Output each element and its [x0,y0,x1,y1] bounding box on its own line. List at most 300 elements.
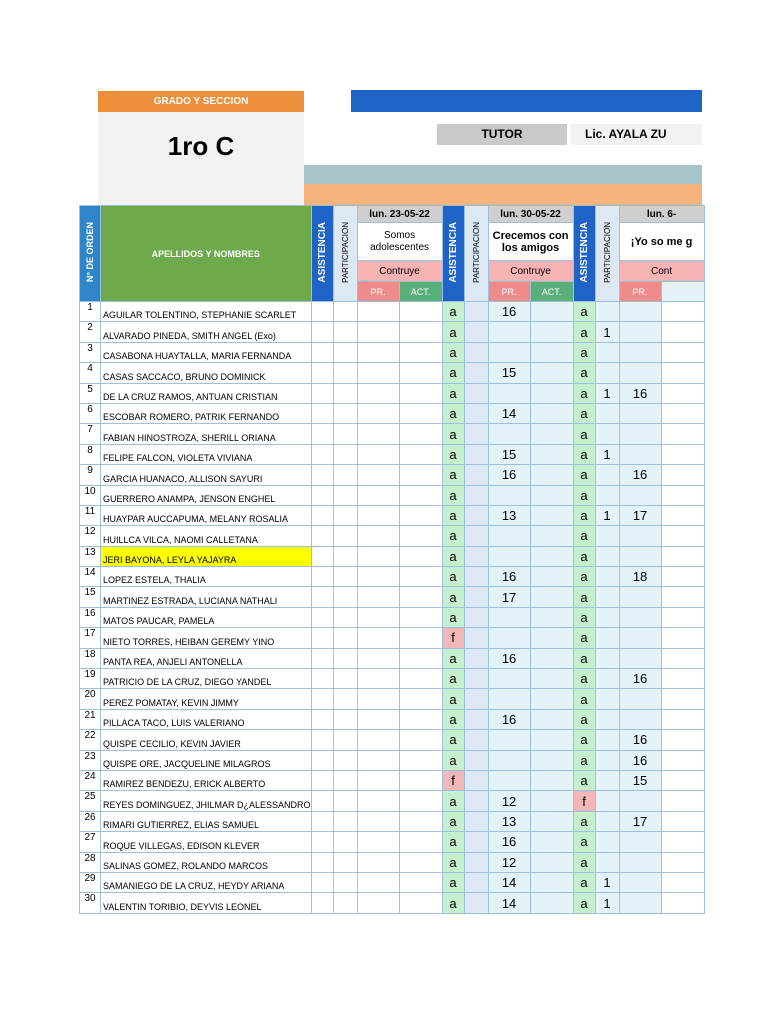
asistencia-cell[interactable] [311,730,333,750]
pr-cell[interactable]: 14 [488,872,530,892]
row-number[interactable]: 6 [80,403,101,423]
act-cell[interactable] [399,872,442,892]
asistencia-cell[interactable]: a [573,485,595,505]
asistencia-cell[interactable] [311,607,333,627]
act-cell[interactable] [530,607,573,627]
asistencia-cell[interactable] [311,383,333,403]
asistencia-cell[interactable] [311,342,333,362]
act-cell[interactable] [530,893,573,913]
student-name[interactable]: NIETO TORRES, HEIBAN GEREMY YINO [101,628,312,648]
participacion-cell[interactable] [464,505,488,525]
row-number[interactable]: 28 [80,852,101,872]
act-cell[interactable] [399,505,442,525]
asistencia-cell[interactable]: a [573,832,595,852]
pr-cell[interactable] [619,709,661,729]
participacion-cell[interactable] [333,872,357,892]
row-number[interactable]: 14 [80,567,101,587]
participacion-cell[interactable] [333,750,357,770]
act-cell[interactable] [661,485,704,505]
participacion-cell[interactable] [333,770,357,790]
participacion-cell[interactable] [333,546,357,566]
participacion-cell[interactable] [595,811,619,831]
participacion-cell[interactable] [333,505,357,525]
asistencia-cell[interactable]: a [442,730,464,750]
asistencia-cell[interactable]: a [442,363,464,383]
pr-cell[interactable]: 16 [619,750,661,770]
act-cell[interactable] [530,750,573,770]
asistencia-cell[interactable]: a [573,526,595,546]
student-name[interactable]: PANTA REA, ANJELI ANTONELLA [101,648,312,668]
row-number[interactable]: 20 [80,689,101,709]
row-number[interactable]: 24 [80,770,101,790]
pr-cell[interactable]: 16 [619,669,661,689]
pr-cell[interactable]: 17 [619,811,661,831]
act-cell[interactable] [661,363,704,383]
participacion-cell[interactable] [595,567,619,587]
pr-cell[interactable] [488,770,530,790]
asistencia-cell[interactable]: a [573,403,595,423]
student-name[interactable]: FELIPE FALCON, VIOLETA VIVIANA [101,444,312,464]
pr-cell[interactable] [357,546,399,566]
asistencia-cell[interactable]: a [442,424,464,444]
asistencia-cell[interactable] [311,587,333,607]
participacion-cell[interactable] [333,485,357,505]
pr-cell[interactable] [357,852,399,872]
act-cell[interactable] [530,424,573,444]
asistencia-cell[interactable] [311,791,333,811]
participacion-cell[interactable] [595,730,619,750]
asistencia-cell[interactable]: a [442,403,464,423]
act-cell[interactable] [661,811,704,831]
act-cell[interactable] [530,363,573,383]
participacion-cell[interactable] [464,872,488,892]
pr-cell[interactable] [357,811,399,831]
asistencia-cell[interactable]: a [573,444,595,464]
participacion-cell[interactable] [595,546,619,566]
act-cell[interactable] [661,709,704,729]
act-cell[interactable] [530,322,573,342]
act-cell[interactable] [530,689,573,709]
participacion-cell[interactable] [464,628,488,648]
asistencia-cell[interactable]: a [573,363,595,383]
pr-cell[interactable] [619,485,661,505]
pr-cell[interactable] [619,322,661,342]
act-cell[interactable] [399,730,442,750]
act-cell[interactable] [530,648,573,668]
student-name[interactable]: MARTINEZ ESTRADA, LUCIANA NATHALI [101,587,312,607]
participacion-cell[interactable] [464,465,488,485]
participacion-cell[interactable] [595,363,619,383]
participacion-cell[interactable] [595,770,619,790]
act-cell[interactable] [399,485,442,505]
asistencia-cell[interactable]: a [442,811,464,831]
act-cell[interactable] [661,872,704,892]
pr-cell[interactable] [619,893,661,913]
pr-cell[interactable] [357,832,399,852]
asistencia-cell[interactable]: a [442,689,464,709]
pr-cell[interactable] [357,465,399,485]
pr-cell[interactable]: 16 [619,730,661,750]
participacion-cell[interactable] [464,893,488,913]
row-number[interactable]: 9 [80,465,101,485]
participacion-cell[interactable] [464,403,488,423]
participacion-cell[interactable] [333,852,357,872]
participacion-cell[interactable] [333,383,357,403]
pr-cell[interactable] [619,689,661,709]
pr-cell[interactable] [619,587,661,607]
participacion-cell[interactable] [595,750,619,770]
act-cell[interactable] [530,403,573,423]
participacion-cell[interactable] [464,852,488,872]
act-cell[interactable] [530,852,573,872]
pr-cell[interactable]: 17 [619,505,661,525]
pr-cell[interactable] [619,342,661,362]
act-cell[interactable] [661,791,704,811]
asistencia-cell[interactable]: a [573,567,595,587]
asistencia-cell[interactable]: a [442,546,464,566]
act-cell[interactable] [399,832,442,852]
act-cell[interactable] [530,342,573,362]
pr-cell[interactable]: 13 [488,811,530,831]
asistencia-cell[interactable] [311,750,333,770]
act-cell[interactable] [530,709,573,729]
asistencia-cell[interactable]: a [573,770,595,790]
pr-cell[interactable]: 16 [488,465,530,485]
pr-cell[interactable] [619,526,661,546]
pr-cell[interactable]: 15 [619,770,661,790]
row-number[interactable]: 8 [80,444,101,464]
act-cell[interactable] [661,444,704,464]
student-name[interactable]: RAMIREZ BENDEZU, ERICK ALBERTO [101,770,312,790]
asistencia-cell[interactable]: a [573,546,595,566]
pr-cell[interactable] [357,607,399,627]
participacion-cell[interactable] [333,302,357,322]
participacion-cell[interactable] [464,832,488,852]
participacion-cell[interactable] [595,526,619,546]
pr-cell[interactable]: 14 [488,893,530,913]
act-cell[interactable] [399,465,442,485]
student-name[interactable]: ALVARADO PINEDA, SMITH ANGEL (Exo) [101,322,312,342]
act-cell[interactable] [661,322,704,342]
act-cell[interactable] [661,302,704,322]
pr-cell[interactable] [357,342,399,362]
participacion-cell[interactable] [464,709,488,729]
asistencia-cell[interactable]: a [442,444,464,464]
act-cell[interactable] [399,628,442,648]
participacion-cell[interactable] [464,750,488,770]
act-cell[interactable] [661,342,704,362]
asistencia-cell[interactable]: a [442,893,464,913]
act-cell[interactable] [530,302,573,322]
pr-cell[interactable] [357,403,399,423]
asistencia-cell[interactable]: f [442,770,464,790]
act-cell[interactable] [399,302,442,322]
participacion-cell[interactable] [464,383,488,403]
act-cell[interactable] [399,893,442,913]
act-cell[interactable] [661,893,704,913]
pr-cell[interactable] [357,587,399,607]
student-name[interactable]: GARCIA HUANACO, ALLISON SAYURI [101,465,312,485]
asistencia-cell[interactable]: a [573,648,595,668]
participacion-cell[interactable] [464,424,488,444]
pr-cell[interactable] [488,485,530,505]
student-name[interactable]: HUILLCA VILCA, NAOMI CALLETANA [101,526,312,546]
asistencia-cell[interactable]: a [442,872,464,892]
asistencia-cell[interactable]: a [573,893,595,913]
pr-cell[interactable]: 16 [488,648,530,668]
act-cell[interactable] [399,811,442,831]
asistencia-cell[interactable]: a [442,485,464,505]
act-cell[interactable] [530,587,573,607]
act-cell[interactable] [399,669,442,689]
pr-cell[interactable] [488,628,530,648]
participacion-cell[interactable] [333,342,357,362]
student-name[interactable]: RIMARI GUTIERREZ, ELIAS SAMUEL [101,811,312,831]
asistencia-cell[interactable]: a [573,872,595,892]
pr-cell[interactable]: 15 [488,444,530,464]
student-name[interactable]: ROQUE VILLEGAS, EDISON KLEVER [101,832,312,852]
asistencia-cell[interactable]: a [442,505,464,525]
act-cell[interactable] [399,689,442,709]
asistencia-cell[interactable] [311,444,333,464]
asistencia-cell[interactable]: a [573,465,595,485]
row-number[interactable]: 21 [80,709,101,729]
pr-cell[interactable] [619,628,661,648]
pr-cell[interactable] [619,424,661,444]
pr-cell[interactable]: 14 [488,403,530,423]
pr-cell[interactable] [357,424,399,444]
pr-cell[interactable] [357,648,399,668]
act-cell[interactable] [399,709,442,729]
pr-cell[interactable] [357,444,399,464]
participacion-cell[interactable] [333,403,357,423]
pr-cell[interactable]: 12 [488,852,530,872]
pr-cell[interactable] [357,791,399,811]
act-cell[interactable] [661,465,704,485]
student-name[interactable]: PEREZ POMATAY, KEVIN JIMMY [101,689,312,709]
pr-cell[interactable]: 16 [488,709,530,729]
participacion-cell[interactable] [464,485,488,505]
row-number[interactable]: 16 [80,607,101,627]
participacion-cell[interactable] [333,689,357,709]
asistencia-cell[interactable]: a [573,607,595,627]
participacion-cell[interactable] [595,628,619,648]
asistencia-cell[interactable] [311,832,333,852]
participacion-cell[interactable] [464,689,488,709]
participacion-cell[interactable] [595,342,619,362]
pr-cell[interactable] [488,342,530,362]
asistencia-cell[interactable]: a [573,689,595,709]
participacion-cell[interactable] [464,302,488,322]
asistencia-cell[interactable]: a [573,505,595,525]
participacion-cell[interactable] [333,363,357,383]
student-name[interactable]: SAMANIEGO DE LA CRUZ, HEYDY ARIANA [101,872,312,892]
participacion-cell[interactable] [595,709,619,729]
asistencia-cell[interactable]: a [442,302,464,322]
participacion-cell[interactable] [333,832,357,852]
asistencia-cell[interactable] [311,852,333,872]
act-cell[interactable] [399,424,442,444]
participacion-cell[interactable] [464,791,488,811]
participacion-cell[interactable] [595,403,619,423]
asistencia-cell[interactable]: a [573,628,595,648]
pr-cell[interactable] [357,302,399,322]
asistencia-cell[interactable]: a [442,342,464,362]
participacion-cell[interactable] [464,444,488,464]
asistencia-cell[interactable]: a [442,648,464,668]
pr-cell[interactable] [357,730,399,750]
pr-cell[interactable] [619,302,661,322]
participacion-cell[interactable] [333,709,357,729]
act-cell[interactable] [530,628,573,648]
act-cell[interactable] [399,567,442,587]
act-cell[interactable] [661,607,704,627]
asistencia-cell[interactable]: a [442,669,464,689]
act-cell[interactable] [399,750,442,770]
asistencia-cell[interactable] [311,567,333,587]
row-number[interactable]: 19 [80,669,101,689]
student-name[interactable]: PILLACA TACO, LUIS VALERIANO [101,709,312,729]
pr-cell[interactable] [488,750,530,770]
pr-cell[interactable] [357,689,399,709]
asistencia-cell[interactable] [311,424,333,444]
participacion-cell[interactable]: 1 [595,322,619,342]
act-cell[interactable] [661,832,704,852]
participacion-cell[interactable] [333,669,357,689]
asistencia-cell[interactable]: a [573,811,595,831]
pr-cell[interactable]: 16 [488,567,530,587]
act-cell[interactable] [399,648,442,668]
row-number[interactable]: 11 [80,505,101,525]
row-number[interactable]: 29 [80,872,101,892]
participacion-cell[interactable] [595,791,619,811]
participacion-cell[interactable] [595,485,619,505]
participacion-cell[interactable]: 1 [595,383,619,403]
act-cell[interactable] [530,444,573,464]
asistencia-cell[interactable]: a [442,750,464,770]
asistencia-cell[interactable]: a [573,342,595,362]
participacion-cell[interactable] [595,587,619,607]
participacion-cell[interactable] [333,444,357,464]
asistencia-cell[interactable]: a [573,669,595,689]
asistencia-cell[interactable] [311,893,333,913]
act-cell[interactable] [399,852,442,872]
act-cell[interactable] [399,322,442,342]
participacion-cell[interactable] [333,322,357,342]
student-name[interactable]: FABIAN HINOSTROZA, SHERILL ORIANA [101,424,312,444]
row-number[interactable]: 27 [80,832,101,852]
student-name[interactable]: DE LA CRUZ RAMOS, ANTUAN CRISTIAN [101,383,312,403]
pr-cell[interactable] [357,872,399,892]
pr-cell[interactable] [619,403,661,423]
act-cell[interactable] [530,546,573,566]
asistencia-cell[interactable]: a [442,832,464,852]
act-cell[interactable] [661,770,704,790]
participacion-cell[interactable]: 1 [595,872,619,892]
row-number[interactable]: 25 [80,791,101,811]
asistencia-cell[interactable]: f [442,628,464,648]
asistencia-cell[interactable]: a [573,383,595,403]
asistencia-cell[interactable]: a [573,852,595,872]
row-number[interactable]: 5 [80,383,101,403]
pr-cell[interactable] [488,383,530,403]
asistencia-cell[interactable] [311,465,333,485]
participacion-cell[interactable] [333,811,357,831]
asistencia-cell[interactable]: a [573,302,595,322]
pr-cell[interactable] [619,607,661,627]
pr-cell[interactable] [619,791,661,811]
participacion-cell[interactable] [333,628,357,648]
participacion-cell[interactable] [464,587,488,607]
participacion-cell[interactable] [595,852,619,872]
asistencia-cell[interactable]: a [442,526,464,546]
act-cell[interactable] [530,485,573,505]
participacion-cell[interactable] [595,669,619,689]
participacion-cell[interactable] [333,607,357,627]
pr-cell[interactable] [357,383,399,403]
act-cell[interactable] [530,526,573,546]
act-cell[interactable] [530,832,573,852]
act-cell[interactable] [661,852,704,872]
pr-cell[interactable] [357,669,399,689]
act-cell[interactable] [399,342,442,362]
row-number[interactable]: 1 [80,302,101,322]
asistencia-cell[interactable]: a [442,607,464,627]
participacion-cell[interactable] [595,424,619,444]
act-cell[interactable] [530,730,573,750]
asistencia-cell[interactable] [311,363,333,383]
act-cell[interactable] [399,383,442,403]
pr-cell[interactable]: 16 [619,383,661,403]
asistencia-cell[interactable] [311,770,333,790]
pr-cell[interactable] [619,546,661,566]
participacion-cell[interactable] [333,567,357,587]
participacion-cell[interactable] [464,567,488,587]
student-name[interactable]: SALINAS GOMEZ, ROLANDO MARCOS [101,852,312,872]
asistencia-cell[interactable] [311,669,333,689]
pr-cell[interactable] [619,444,661,464]
participacion-cell[interactable]: 1 [595,505,619,525]
participacion-cell[interactable]: 1 [595,893,619,913]
act-cell[interactable] [530,811,573,831]
act-cell[interactable] [661,669,704,689]
row-number[interactable]: 2 [80,322,101,342]
act-cell[interactable] [399,791,442,811]
student-name[interactable]: CASAS SACCACO, BRUNO DOMINICK [101,363,312,383]
asistencia-cell[interactable] [311,403,333,423]
pr-cell[interactable]: 18 [619,567,661,587]
act-cell[interactable] [399,770,442,790]
participacion-cell[interactable] [464,546,488,566]
asistencia-cell[interactable] [311,546,333,566]
act-cell[interactable] [530,770,573,790]
pr-cell[interactable]: 16 [619,465,661,485]
act-cell[interactable] [661,383,704,403]
participacion-cell[interactable] [333,526,357,546]
participacion-cell[interactable] [464,648,488,668]
asistencia-cell[interactable]: a [573,424,595,444]
student-name[interactable]: HUAYPAR AUCCAPUMA, MELANY ROSALIA [101,505,312,525]
participacion-cell[interactable] [333,791,357,811]
asistencia-cell[interactable]: a [573,750,595,770]
act-cell[interactable] [661,403,704,423]
pr-cell[interactable] [357,567,399,587]
pr-cell[interactable] [488,607,530,627]
pr-cell[interactable] [357,709,399,729]
row-number[interactable]: 13 [80,546,101,566]
asistencia-cell[interactable]: a [442,465,464,485]
act-cell[interactable] [399,444,442,464]
